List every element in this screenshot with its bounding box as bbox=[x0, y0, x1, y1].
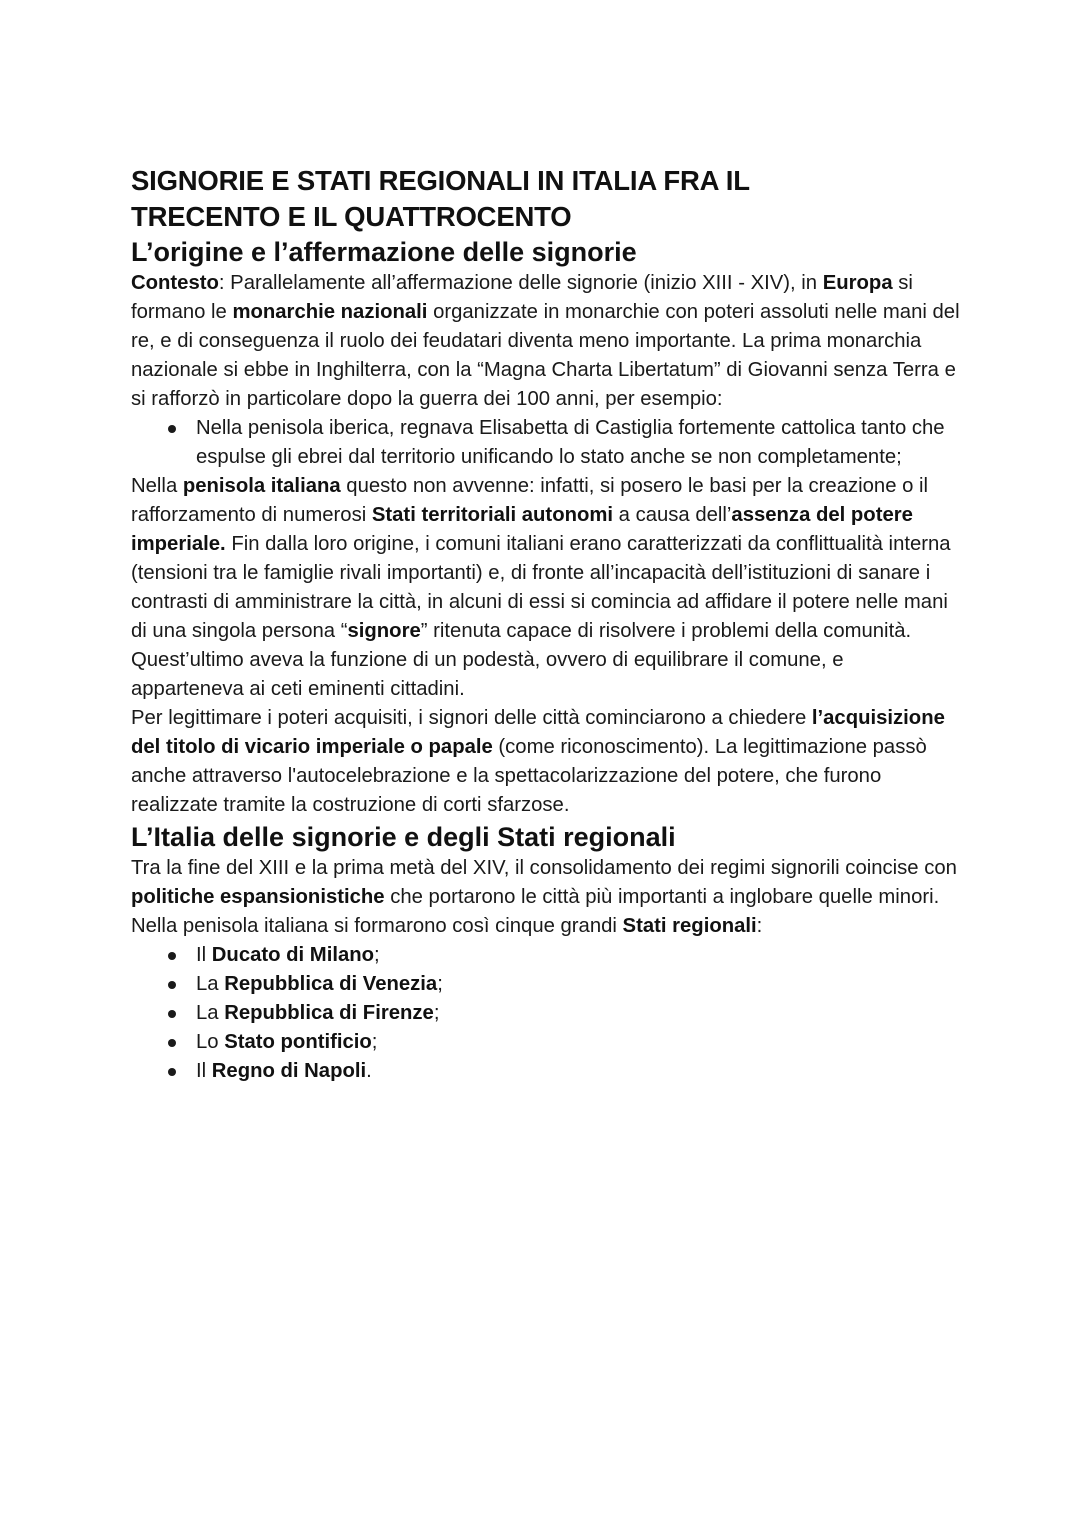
bullet-icon bbox=[168, 1010, 176, 1018]
list-item: Nella penisola iberica, regnava Elisabetta di Castiglia fortemente cattolica tanto che espulse gli ebrei dal territorio unificando lo stato anche se non completamente; bbox=[131, 414, 961, 472]
bullet-icon bbox=[168, 952, 176, 960]
list-item: La Repubblica di Firenze; bbox=[131, 999, 961, 1028]
bullet-icon bbox=[168, 1068, 176, 1076]
page-title bbox=[131, 163, 961, 235]
bullet-icon bbox=[168, 981, 176, 989]
bullet-icon bbox=[168, 425, 176, 433]
list-item: Lo Stato pontificio; bbox=[131, 1028, 961, 1057]
paragraph-contesto: Contesto: Parallelamente all’affermazione delle signorie (inizio XIII - XIV), in Europa si formano le monarchie nazionali organizzate in monarchie con poteri assoluti nelle mani del re, e di conseguenza il ruolo dei feudatari diventa meno importante. La prima monarchia nazionale si ebbe in Inghilterra, con la “Magna Charta Libertatum” di Giovanni senza Terra e si rafforzò in particolare dopo la guerra dei 100 anni, per esempio: bbox=[131, 272, 960, 410]
bullet-icon bbox=[168, 1039, 176, 1047]
paragraph-penisola-italiana: Nella penisola italiana questo non avvenne: infatti, si posero le basi per la creazione o il rafforzamento di numerosi Stati territoriali autonomi a causa dell’assenza del potere imperiale. Fin dalla loro origine, i comuni italiani erano caratterizzati da conflittualità interna (tensioni tra le famiglie rivali importanti) e, di fronte all’incapacità dell’istituzioni di sanare i contrasti di amministrare la città, in alcuni di essi si comincia ad affidare il potere nelle mani di una singola persona “signore” ritenuta capace di risolvere i problemi della comunità. Quest’ultimo aveva la funzione di un podestà, ovvero di equilibrare il comune, e apparteneva ai ceti eminenti cittadini. bbox=[131, 475, 951, 700]
bullet-list-stati bbox=[131, 941, 961, 1086]
paragraph-stati-regionali: Tra la fine del XIII e la prima metà del XIV, il consolidamento dei regimi signorili coincise con politiche espansionistiche che portarono le città più importanti a inglobare quelle minori. Nella penisola italiana si formarono così cinque grandi Stati regionali: bbox=[131, 857, 957, 937]
paragraph-legittimazione: Per legittimare i poteri acquisiti, i signori delle città cominciarono a chiedere l’acquisizione del titolo di vicario imperiale o papale (come riconoscimento). La legittimazione passò anche attraverso l'autocelebrazione e la spettacolarizzazione del potere, che furono realizzate tramite la costruzione di corti sfarzose. bbox=[131, 707, 945, 816]
title-line-2: TRECENTO E IL QUATTROCENTO bbox=[131, 201, 572, 232]
bullet-list-esempi bbox=[131, 414, 961, 472]
section-heading-stati-regionali: L’Italia delle signorie e degli Stati regionali bbox=[131, 822, 676, 852]
list-item: Il Ducato di Milano; bbox=[131, 941, 961, 970]
list-item: La Repubblica di Venezia; bbox=[131, 970, 961, 999]
title-line-1: SIGNORIE E STATI REGIONALI IN ITALIA FRA IL bbox=[131, 165, 750, 196]
list-item: Il Regno di Napoli. bbox=[131, 1057, 961, 1086]
document-page bbox=[131, 163, 961, 1086]
section-heading-origine: L’origine e l’affermazione delle signorie bbox=[131, 237, 637, 267]
